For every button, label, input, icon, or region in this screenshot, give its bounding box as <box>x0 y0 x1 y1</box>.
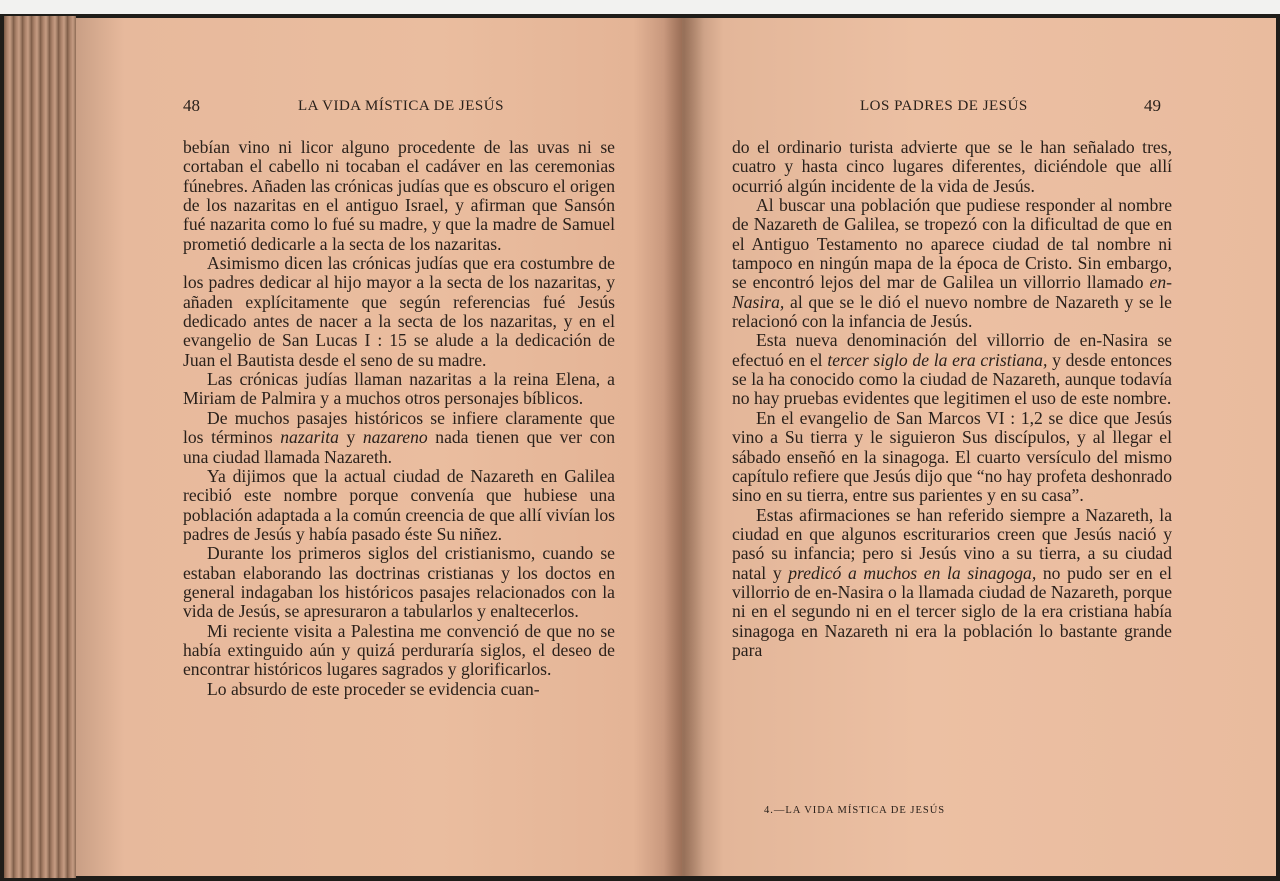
paragraph <box>183 138 615 254</box>
text-run: En el evangelio de San Marcos VI : 1,2 se dice que Jesús vino a Su tierra y le siguieron Sus discípulos, y al llegar el sábado enseñó en la sinagoga. El cuarto versículo del mismo capítulo refiere que Jesús dijo que “no hay profeta deshonrado sino en su tierra, entre sus parientes y en su casa”. <box>732 407 1172 506</box>
text-run: y <box>338 427 363 448</box>
paragraph <box>732 138 1172 196</box>
italic-text: en-Nasira, <box>732 272 1172 312</box>
paragraph <box>732 331 1172 408</box>
text-run: Al buscar una población que pudiese responder al nombre de Nazareth de Galilea, se tropezó con la dificultad de que en el Antiguo Testamento no aparece ciudad de tal nombre ni tampoco en ningún mapa de la época de Cristo. Sin embargo, se encontró lejos del mar de Galilea un villorrio llamado <box>732 195 1172 293</box>
text-run: no pudo ser en el villorrio de en-Nasira o la llamada ciudad de Nazareth, porque ni en el segundo ni en el tercer siglo de la era cristiana había sinagoga en Nazareth ni era la población lo bastante grande para <box>732 562 1172 660</box>
paragraph <box>732 409 1172 506</box>
text-run: Mi reciente visita a Palestina me convenció de que no se había extinguido aún y quizá perduraría siglos, el deseo de encontrar históricos lugares sagrados y glorificarlos. <box>183 620 615 680</box>
italic-text: nazareno <box>362 427 428 448</box>
text-run: nada tienen que ver con una ciudad llamada Nazareth. <box>183 427 616 467</box>
text-run: De muchos pasajes históricos se infiere claramente que los términos <box>183 407 615 448</box>
paragraph <box>183 370 615 409</box>
paragraph <box>183 409 615 467</box>
text-run: Esta nueva denominación del villorrio de en-Nasira se efectuó en el <box>732 330 1172 370</box>
paragraph <box>732 506 1172 661</box>
page-number: 48 <box>183 96 200 115</box>
paragraph <box>732 196 1172 331</box>
right-page <box>682 18 1276 876</box>
text-run: do el ordinario turista advierte que se le han señalado tres, cuatro y hasta cinco lugares diferentes, diciéndole que allí ocurrió algún incidente de la vida de Jesús. <box>732 137 1172 196</box>
text-run: Asimismo dicen las crónicas judías que era costumbre de los padres dedicar al hijo mayor a la secta de los nazaritas, y añaden explícitamente que según referencias fué Jesús dedicado antes de nacer a la secta de los nazaritas, y en el evangelio de San Lucas I : 15 se alude a la dedicación de Juan el Bautista desde el seno de su madre. <box>183 253 615 370</box>
page-edges <box>4 16 76 878</box>
signature-footer: 4.—LA VIDA MÍSTICA DE JESÚS <box>764 805 946 816</box>
text-run: Ya dijimos que la actual ciudad de Nazareth en Galilea recibió este nombre porque convenía que hubiese una población adaptada a la común creencia de que allí vivían los padres de Jesús y había pasado éste Su niñez. <box>183 465 615 544</box>
text-run: Estas afirmaciones se han referido siempre a Nazareth, la ciudad en que algunos escriturarios creen que Jesús nació y pasó su infancia; pero si Jesús vino a su tierra, a su ciudad natal y <box>732 504 1172 583</box>
running-head: LOS PADRES DE JESÚS <box>860 98 1028 114</box>
text-run: Lo absurdo de este proceder se evidencia cuan- <box>207 678 540 699</box>
paragraph <box>183 544 615 621</box>
paragraph <box>183 622 615 680</box>
paragraph <box>183 467 615 544</box>
text-run: al que se le dió el nuevo nombre de Nazareth y se le relacionó con la infancia de Jesús. <box>732 291 1172 332</box>
body-text <box>183 138 615 699</box>
paragraph <box>183 680 615 699</box>
italic-text: predicó a muchos en la sinagoga, <box>788 562 1037 583</box>
italic-text: tercer siglo de la era cristiana, <box>827 349 1048 370</box>
scan-border <box>0 0 1280 14</box>
text-run: y desde entonces se la ha conocido como la ciudad de Nazareth, aunque todavía no hay pruebas evidentes que legitimen el uso de este nombre. <box>732 349 1172 409</box>
left-page <box>76 18 682 876</box>
body-text <box>732 138 1172 660</box>
text-run: bebían vino ni licor alguno procedente de las uvas ni se cortaban el cabello ni tocaban el cadáver en las ceremonias fúnebres. Añaden las crónicas judías que es obscuro el origen de los nazaritas en el antiguo Israel, y afirman que Sansón fué nazarita como lo fué su madre, y que la madre de Samuel prometió dedicarle a la secta de los nazaritas. <box>183 137 615 254</box>
gutter <box>664 18 704 876</box>
paragraph <box>183 254 615 370</box>
italic-text: nazarita <box>280 427 339 448</box>
running-head: LA VIDA MÍSTICA DE JESÚS <box>298 98 504 114</box>
page-number: 49 <box>1144 96 1161 115</box>
text-run: Durante los primeros siglos del cristianismo, cuando se estaban elaborando las doctrinas cristianas y los doctos en general indagaban los históricos pasajes relacionados con la vida de Jesús, se apresuraron a tabularlos y enaltecerlos. <box>183 543 615 622</box>
text-run: Las crónicas judías llaman nazaritas a la reina Elena, a Miriam de Palmira y a muchos otros personajes bíblicos. <box>183 369 615 409</box>
